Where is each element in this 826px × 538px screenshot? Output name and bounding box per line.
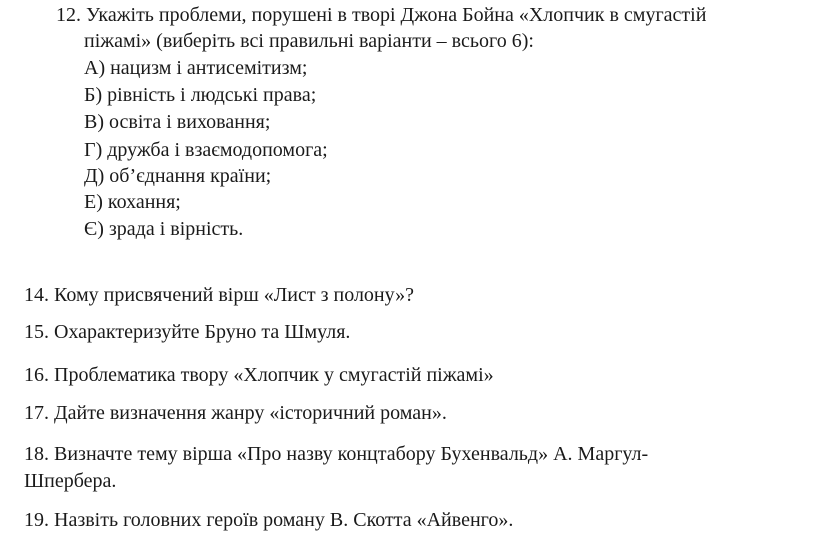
question-14: 14. Кому присвячений вірш «Лист з полону»?: [24, 284, 415, 306]
question-12-option-g: Г) дружба і взаємодопомога;: [84, 139, 328, 161]
question-15: 15. Охарактеризуйте Бруно та Шмуля.: [24, 321, 351, 343]
question-12-text: 12. Укажіть проблеми, порушені в творі Джона Бойна «Хлопчик в смугастій: [56, 4, 707, 26]
question-19: 19. Назвіть головних героїв роману В. Скотта «Айвенго».: [24, 509, 514, 531]
question-12-option-e: Е) кохання;: [84, 191, 181, 213]
question-12-option-ye: Є) зрада і вірність.: [84, 218, 244, 240]
question-16: 16. Проблематика твору «Хлопчик у смугастій піжамі»: [24, 364, 494, 386]
question-12-option-d: Д) об’єднання країни;: [84, 165, 272, 187]
question-12-option-a: А) нацизм і антисемітизм;: [84, 57, 308, 79]
question-12-option-v: В) освіта і виховання;: [84, 111, 271, 133]
question-18-continued: Шпербера.: [24, 470, 117, 492]
question-17: 17. Дайте визначення жанру «історичний роман».: [24, 402, 447, 424]
question-12-option-b: Б) рівність і людські права;: [84, 84, 317, 106]
question-12-text-continued: піжамі» (виберіть всі правильні варіанти – всього 6):: [84, 30, 534, 52]
question-18: 18. Визначте тему вірша «Про назву концтабору Бухенвальд» А. Маргул-: [24, 443, 649, 465]
